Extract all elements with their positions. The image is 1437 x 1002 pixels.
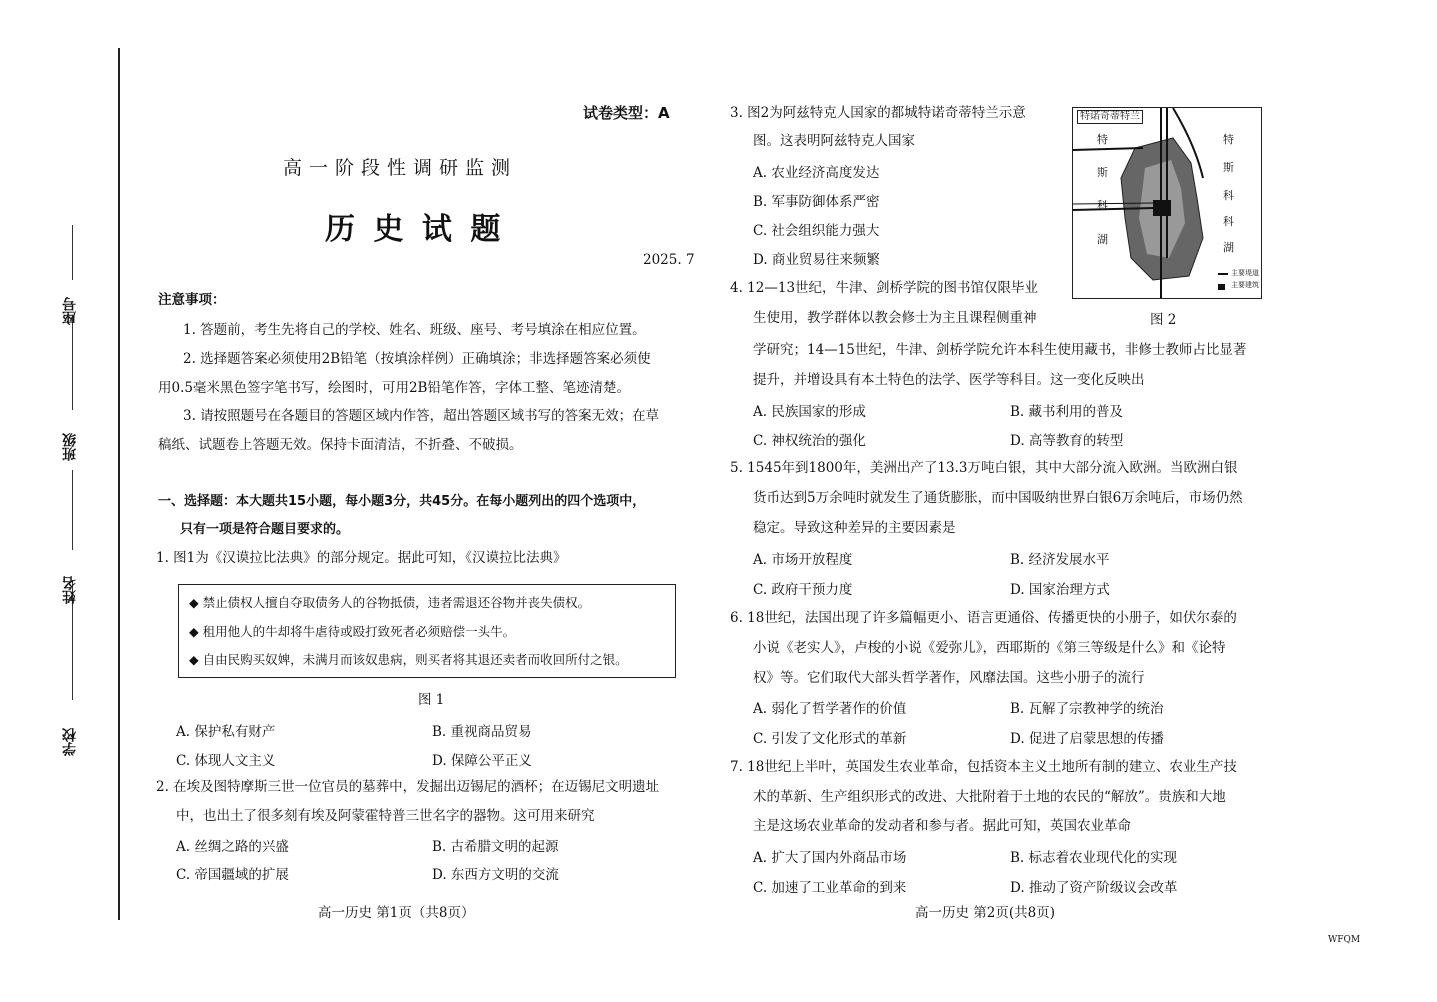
q7-option-b[interactable]: B. 标志着农业现代化的实现 [1010, 850, 1178, 866]
class-label: 班级 [62, 433, 78, 461]
q6-option-a[interactable]: A. 弱化了哲学著作的价值 [753, 701, 907, 717]
q4-option-b[interactable]: B. 藏书利用的普及 [1010, 404, 1124, 420]
notice-line: 稿纸、试题卷上答题无效。保持卡面清洁，不折叠、不破损。 [158, 437, 523, 453]
q6-option-d[interactable]: D. 促进了启蒙思想的传播 [1010, 731, 1164, 747]
notice-line: 2. 选择题答案必须使用2B铅笔（按填涂样例）正确填涂；非选择题答案必须使 [183, 351, 651, 367]
notice-heading: 注意事项： [158, 292, 226, 308]
q3-option-a[interactable]: A. 农业经济高度发达 [753, 165, 880, 181]
seat-label: 座号 [62, 297, 78, 325]
q1-source-box [178, 584, 676, 678]
q2-option-d[interactable]: D. 东西方文明的交流 [432, 867, 559, 883]
footer-right: 高一历史 第2页(共8页) [915, 905, 1056, 921]
q4-stem-cont: 生使用，教学群体以教会修士为主且课程侧重神 [753, 310, 1037, 326]
q1-quote: ◆ 禁止债权人擅自夺取债务人的谷物抵债，违者需退还谷物并丧失债权。 [189, 595, 591, 610]
map-lake-char: 科 [1223, 215, 1234, 228]
exam-subtitle: 高一阶段性调研监测 [283, 157, 518, 179]
q6-stem: 6. 18世纪，法国出现了许多篇幅更小、语言更通俗、传播更快的小册子，如伏尔泰的 [730, 610, 1237, 626]
q1-option-b[interactable]: B. 重视商品贸易 [432, 724, 532, 740]
map-title: 特诺奇蒂特兰 [1077, 110, 1143, 124]
q4-option-d[interactable]: D. 高等教育的转型 [1010, 433, 1124, 449]
notice-line: 1. 答题前，考生先将自己的学校、姓名、班级、座号、考号填涂在相应位置。 [183, 322, 646, 338]
q5-option-a[interactable]: A. 市场开放程度 [753, 552, 853, 568]
q4-stem-cont: 学研究；14—15世纪，牛津、剑桥学院允许本科生使用藏书，非修士教师占比显著 [753, 342, 1247, 358]
name-label: 姓名 [62, 576, 78, 604]
tenochtitlan-map [1072, 107, 1262, 299]
q1-option-a[interactable]: A. 保护私有财产 [176, 724, 276, 740]
map-lake-char: 特 [1097, 133, 1108, 146]
map-legend-causeway: 主要堤道 [1231, 269, 1259, 277]
q5-stem-cont: 货币达到5万余吨时就发生了通货膨胀，而中国吸纳世界白银6万余吨后，市场仍然 [753, 490, 1243, 506]
q4-stem: 4. 12—13世纪，牛津、剑桥学院的图书馆仅限毕业 [730, 280, 1039, 296]
q4-option-a[interactable]: A. 民族国家的形成 [753, 404, 866, 420]
q4-stem-cont: 提升，并增设具有本土特色的法学、医学等科目。这一变化反映出 [753, 372, 1145, 388]
q7-stem-cont: 主是这场农业革命的发动者和参与者。据此可知，英国农业革命 [753, 818, 1131, 834]
footer-left: 高一历史 第1页（共8页） [318, 905, 475, 921]
q7-stem: 7. 18世纪上半叶，英国发生农业革命，包括资本主义土地所有制的建立、农业生产技 [730, 759, 1237, 775]
q7-option-c[interactable]: C. 加速了工业革命的到来 [753, 880, 907, 896]
school-field[interactable] [60, 710, 100, 830]
q3-stem: 3. 图2为阿兹特克人国家的都城特诺奇蒂特兰示意 [730, 105, 1026, 121]
map-lake-char: 特 [1223, 133, 1234, 146]
q5-stem: 5. 1545年到1800年，美洲出产了13.3万吨白银，其中大部分流入欧洲。当欧洲白银 [730, 460, 1238, 476]
q1-stem: 1. 图1为《汉谟拉比法典》的部分规定。据此可知，《汉谟拉比法典》 [156, 550, 567, 566]
q5-stem-cont: 稳定。导致这种差异的主要因素是 [753, 520, 956, 536]
class-field[interactable] [60, 415, 100, 535]
map-legend-building: 主要建筑 [1231, 281, 1259, 289]
section-heading: 一、选择题：本大题共15小题，每小题3分，共45分。在每小题列出的四个选项中， [158, 494, 646, 509]
seat-blank[interactable] [72, 225, 73, 280]
q1-quote: ◆ 自由民购买奴婢，未满月而该奴患病，则买者将其退还卖者而收回所付之银。 [189, 652, 628, 667]
q5-option-c[interactable]: C. 政府干预力度 [753, 582, 853, 598]
q3-caption: 图 2 [1150, 312, 1177, 328]
map-lake-char: 斯 [1097, 166, 1108, 179]
q4-option-c[interactable]: C. 神权统治的强化 [753, 433, 866, 449]
q6-option-b[interactable]: B. 瓦解了宗教神学的统治 [1010, 701, 1164, 717]
q5-option-b[interactable]: B. 经济发展水平 [1010, 552, 1110, 568]
seat-field[interactable] [60, 285, 100, 405]
q3-option-d[interactable]: D. 商业贸易往来频繁 [753, 252, 880, 268]
q1-quote: ◆ 租用他人的牛却将牛虐待或殴打致死者必须赔偿一头牛。 [189, 624, 516, 639]
paper-type: 试卷类型：A [583, 104, 670, 122]
q1-caption: 图 1 [418, 692, 445, 708]
q3-option-c[interactable]: C. 社会组织能力强大 [753, 223, 880, 239]
q5-option-d[interactable]: D. 国家治理方式 [1010, 582, 1110, 598]
map-lake-char: 湖 [1223, 241, 1234, 254]
q7-stem-cont: 术的革新、生产组织形式的改进、大批附着于土地的农民的“解放”。贵族和大地 [753, 789, 1226, 805]
exam-date: 2025. 7 [643, 252, 695, 268]
q7-option-a[interactable]: A. 扩大了国内外商品市场 [753, 850, 907, 866]
section-heading-cont: 只有一项是符合题目要求的。 [180, 522, 350, 537]
q3-stem-cont: 图。这表明阿兹特克人国家 [753, 133, 915, 149]
school-label: 学校 [62, 728, 78, 756]
q2-stem-cont: 中，也出土了很多刻有埃及阿蒙霍特普三世名字的器物。这可用来研究 [176, 808, 595, 824]
exam-title: 历 史 试 题 [325, 212, 505, 247]
q6-stem-cont: 小说《老实人》，卢梭的小说《爱弥儿》，西耶斯的《第三等级是什么》和《论特 [753, 640, 1226, 656]
notice-line: 用0.5毫米黑色签字笔书写，绘图时，可用2B铅笔作答，字体工整、笔迹清楚。 [158, 380, 630, 396]
map-lake-char: 湖 [1097, 233, 1108, 246]
q2-option-b[interactable]: B. 古希腊文明的起源 [432, 839, 559, 855]
q3-option-b[interactable]: B. 军事防御体系严密 [753, 194, 880, 210]
map-lake-char: 科 [1097, 199, 1108, 212]
q7-option-d[interactable]: D. 推动了资产阶级议会改革 [1010, 880, 1178, 896]
q6-stem-cont: 权》等。它们取代大部头哲学著作，风靡法国。这些小册子的流行 [753, 670, 1145, 686]
map-lake-char: 斯 [1223, 161, 1234, 174]
q1-option-c[interactable]: C. 体现人文主义 [176, 753, 276, 769]
q2-option-c[interactable]: C. 帝国疆域的扩展 [176, 867, 289, 883]
q1-option-d[interactable]: D. 保障公平正义 [432, 753, 532, 769]
name-field[interactable] [60, 560, 100, 680]
notice-line: 3. 请按照题号在各题目的答题区域内作答，超出答题区域书写的答案无效；在草 [183, 408, 660, 424]
map-lake-char: 科 [1223, 189, 1234, 202]
q2-option-a[interactable]: A. 丝绸之路的兴盛 [176, 839, 289, 855]
q6-option-c[interactable]: C. 引发了文化形式的革新 [753, 731, 907, 747]
q2-stem: 2. 在埃及图特摩斯三世一位官员的墓葬中，发掘出迈锡尼的酒杯；在迈锡尼文明遗址 [156, 779, 660, 795]
corner-mark: WFQM [1328, 935, 1361, 945]
binding-line [118, 48, 120, 920]
